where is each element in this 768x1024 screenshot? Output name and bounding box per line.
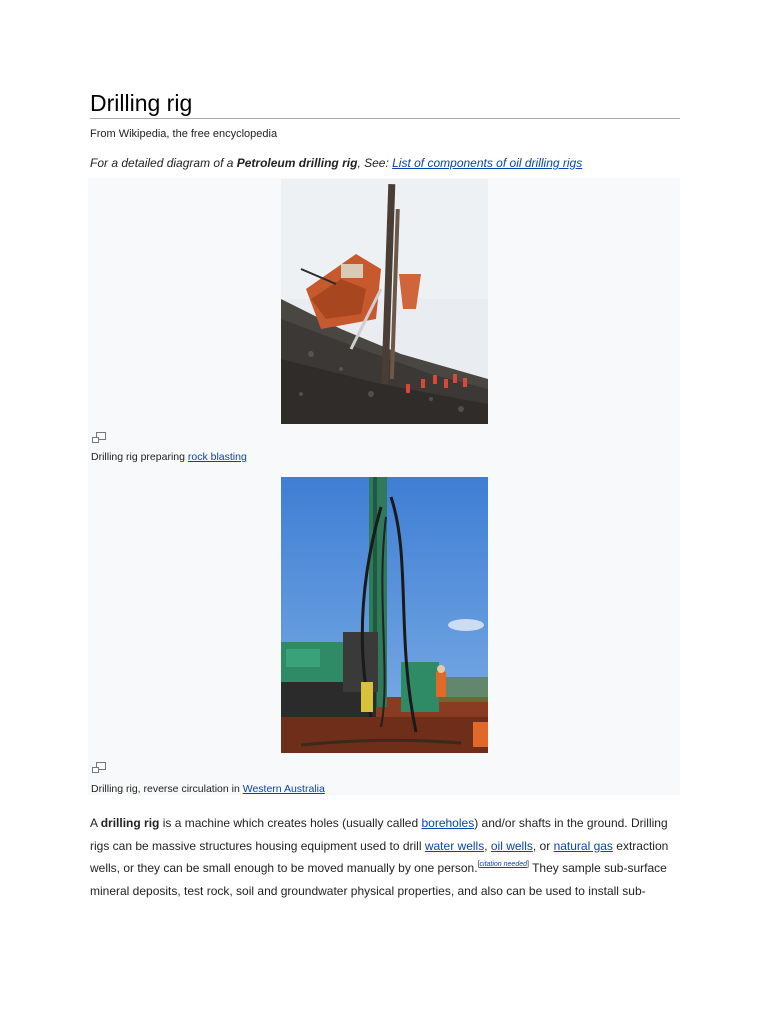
caption-link-rock-blasting[interactable]: rock blasting (187, 451, 247, 463)
bold-term: drilling rig (100, 816, 160, 830)
lead-paragraph (90, 812, 680, 902)
drilling-rig-photo-1[interactable] (281, 179, 488, 424)
caption-text: Drilling rig, reverse circulation in (91, 783, 243, 795)
text-run: extraction wells, or they can be small enough to be moved manually by one person. (90, 838, 669, 875)
text-run: They sample sub-surface mineral deposits, test rock, soil and groundwater physical properties, and also can be used to install sub- (90, 861, 667, 898)
hatnote-bold: Petroleum drilling rig (236, 156, 358, 170)
link-natural-gas[interactable]: natural gas (553, 838, 613, 853)
image-gallery (88, 178, 680, 795)
link-citation-needed[interactable]: citation needed (479, 861, 527, 868)
text-run: ) and/or shafts in the ground. Drilling rigs can be massive structures housing equipment used to drill (90, 816, 668, 853)
article-body (90, 812, 680, 902)
citation-needed (478, 861, 529, 868)
title-divider (90, 118, 680, 119)
text-run: , (484, 838, 491, 853)
hatnote-link[interactable]: List of components of oil drilling rigs (392, 156, 583, 170)
text-run: A (90, 816, 101, 830)
link-boreholes[interactable]: boreholes (421, 816, 475, 830)
hatnote (90, 156, 582, 170)
enlarge-icon[interactable] (92, 432, 106, 443)
cite-bracket: ] (527, 861, 529, 868)
enlarge-icon[interactable] (92, 762, 106, 773)
cite-bracket: [ (477, 861, 480, 868)
drilling-rig-photo-2[interactable] (281, 477, 488, 753)
hatnote-middle: , See: (357, 156, 393, 170)
text-run: is a machine which creates holes (usually called (159, 816, 422, 830)
text-run: , or (532, 838, 554, 853)
caption-link-western-australia[interactable]: Western Australia (242, 783, 325, 795)
figure-caption-2 (91, 783, 325, 795)
site-tagline: From Wikipedia, the free encyclopedia (90, 128, 278, 140)
page-title: Drilling rig (90, 90, 193, 116)
figure-caption-1 (91, 451, 247, 463)
link-oil-wells[interactable]: oil wells (490, 838, 533, 853)
caption-text: Drilling rig preparing (91, 451, 188, 463)
hatnote-prefix: For a detailed diagram of a (90, 156, 237, 170)
link-water-wells[interactable]: water wells (424, 838, 485, 853)
